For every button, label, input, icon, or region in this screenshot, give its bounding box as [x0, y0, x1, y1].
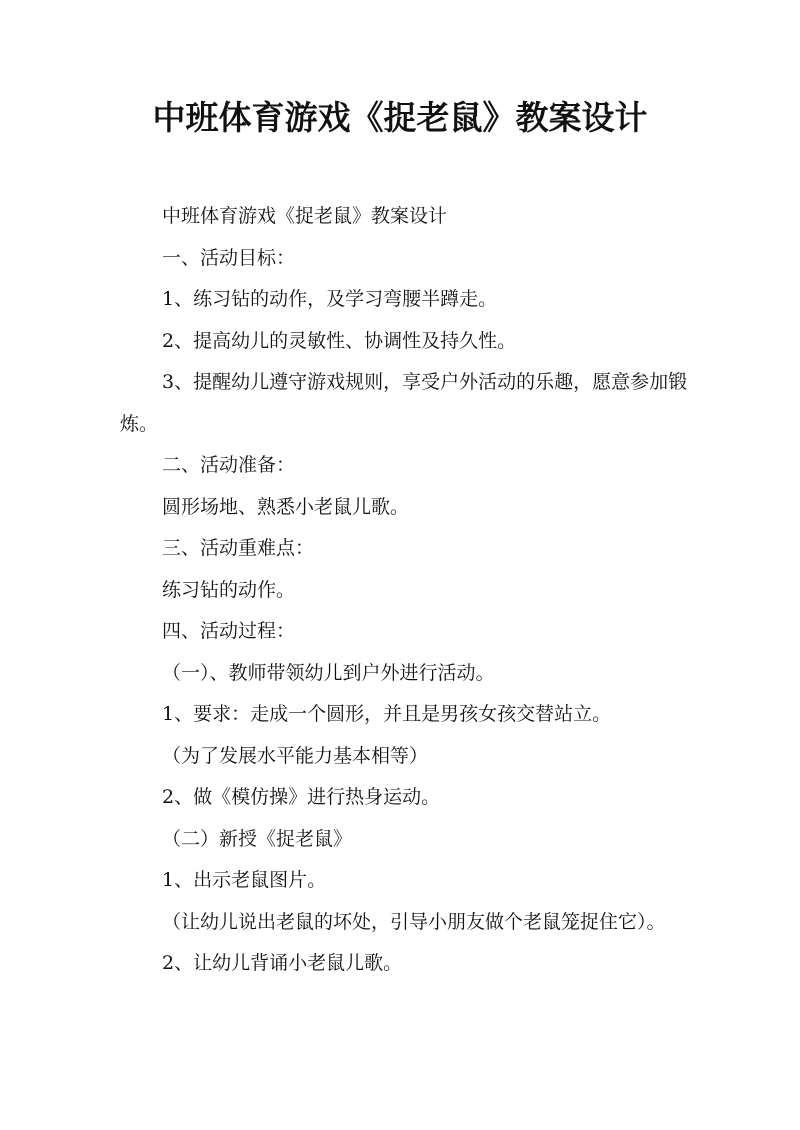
paragraph: 圆形场地、熟悉小老鼠儿歌。: [162, 495, 410, 518]
paragraph: 练习钻的动作。: [162, 578, 296, 601]
subsection-heading: （二）新授《捉老鼠》: [162, 827, 353, 850]
section-heading: 一、活动目标：: [162, 246, 296, 269]
section-heading: 二、活动准备：: [162, 454, 296, 476]
list-item: 1、出示老鼠图片。: [162, 869, 327, 891]
document-body: [120, 196, 690, 985]
list-item: 2、做《模仿操》进行热身运动。: [162, 786, 441, 808]
document-title: 中班体育游戏《捉老鼠》教案设计: [152, 98, 648, 137]
list-item: 2、让幼儿背诵小老鼠儿歌。: [162, 952, 403, 974]
paragraph: （让幼儿说出老鼠的坏处，引导小朋友做个老鼠笼捉住它）。: [162, 910, 666, 933]
subsection-heading: （一）、教师带领幼儿到户外进行活动。: [162, 661, 495, 684]
list-item: 3、提醒幼儿遵守游戏规则，享受户外活动的乐趣，愿意参加锻炼。: [120, 371, 688, 435]
section-heading: 三、活动重难点：: [162, 537, 315, 559]
list-item: 1、要求：走成一个圆形，并且是男孩女孩交替站立。: [162, 703, 612, 725]
paragraph: 中班体育游戏《捉老鼠》教案设计: [162, 205, 448, 227]
section-heading: 四、活动过程：: [162, 620, 296, 642]
list-item: 2、提高幼儿的灵敏性、协调性及持久性。: [162, 329, 517, 352]
paragraph: （为了发展水平能力基本相等）: [162, 744, 429, 767]
list-item: 1、练习钻的动作，及学习弯腰半蹲走。: [162, 288, 498, 310]
